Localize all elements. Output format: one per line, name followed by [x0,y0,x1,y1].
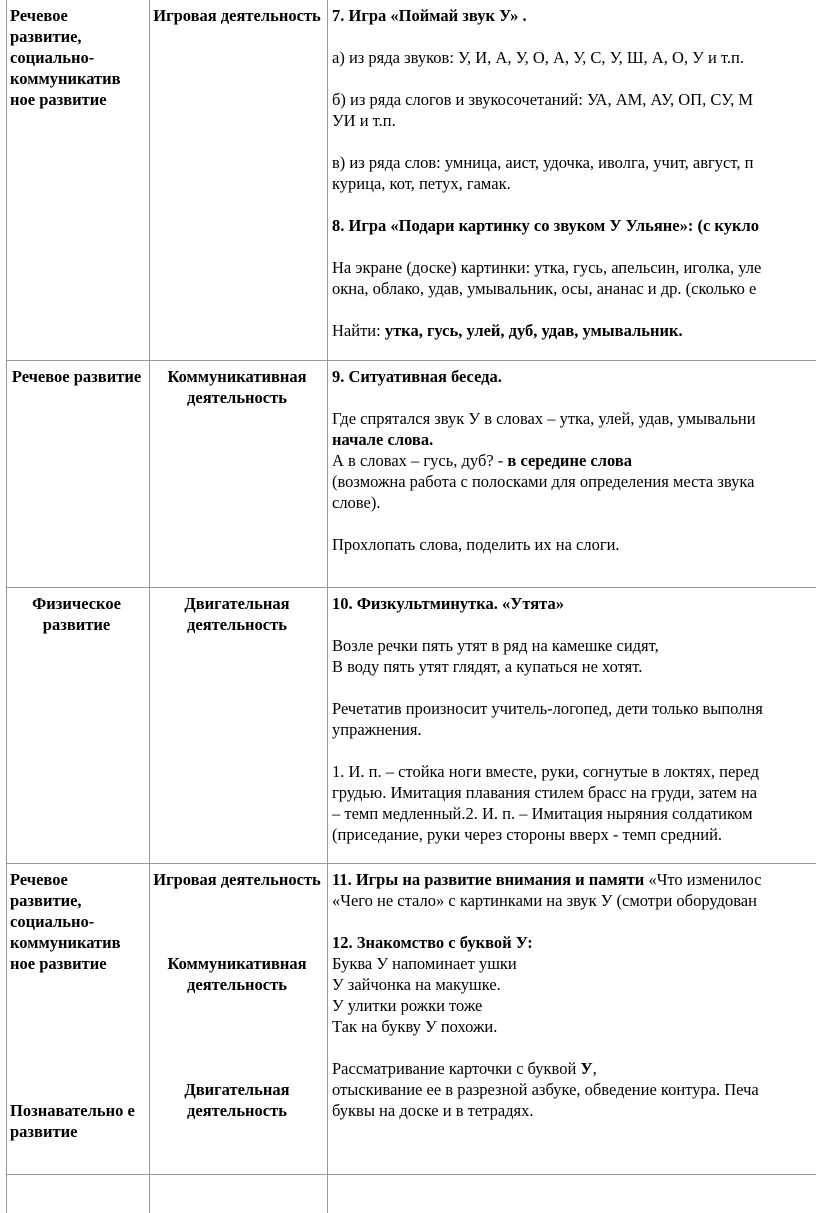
poem-line: Буква У напоминает ушки [332,954,517,973]
table-row [7,588,816,864]
text-line: упражнения. [332,720,422,739]
poem-line: У зайчонка на макушке. [332,975,501,994]
table-row [7,361,816,588]
text-line: Где спрятался звук У в словах – утка, улей, удав, умывальни [332,409,756,428]
lesson-plan-table [6,0,816,1213]
content-cell [328,864,816,1175]
area-cell [7,864,150,1175]
poem-line: У улитки рожки тоже [332,996,483,1015]
activity-text: Коммуникативная деятельность [167,367,307,407]
table-row-empty [7,1175,816,1213]
activity-text-2: Коммуникативная деятельность [167,954,307,994]
table-row [7,0,816,361]
section-heading: 10. Физкультминутка. «Утята» [332,594,564,613]
section-heading: 9. Ситуативная беседа. [332,367,502,386]
text-line: (возможна работа с полосками для определения места звука [332,472,755,491]
section-heading: 12. Знакомство с буквой У: [332,933,533,952]
text-line: а) из ряда звуков: У, И, А, У, О, А, У, С, У, Ш, А, О, У и т.п. [332,48,744,67]
text-line [332,1058,816,1079]
activity-cell [150,0,328,361]
content-cell [328,361,816,588]
text-line: окна, облако, удав, умывальник, осы, ананас и др. (сколько е [332,279,757,298]
text-span-bold: в середине слова [507,451,632,470]
section-heading: 8. Игра «Подари картинку со звуком У Ульяне»: (с кукло [332,216,759,235]
text-line: Возле речки пять утят в ряд на камешке сидят, [332,636,659,655]
empty-cell [7,1175,150,1213]
text-span: Рассматривание карточки с буквой [332,1059,581,1078]
activity-text: Игровая деятельность [153,870,321,889]
text-line [332,450,816,471]
area-text-2: Познавательно е развитие [10,1101,135,1141]
section-heading: 7. Игра «Поймай звук У» . [332,6,527,25]
text-line [332,320,816,341]
text-line: – темп медленный.2. И. п. – Имитация ныряния солдатиком [332,804,753,823]
text-line: начале слова. [332,430,434,449]
poem-line: Так на букву У похожи. [332,1017,498,1036]
section-heading: 11. Игры на развитие внимания и памяти [332,870,649,889]
area-text: Речевое развитие, социально-коммуникатив ное развитие [10,870,121,973]
text-span: А в словах – гусь, дуб? - [332,451,508,470]
text-line: б) из ряда слогов и звукосочетаний: УА, АМ, АУ, ОП, СУ, М [332,90,754,109]
empty-cell [328,1175,816,1213]
table-row [7,864,816,1175]
content-cell [328,588,816,864]
text-line: Прохлопать слова, поделить их на слоги. [332,535,620,554]
text-line: курица, кот, петух, гамак. [332,174,511,193]
text-line: Речетатив произносит учитель-логопед, дети только выполня [332,699,763,718]
text-line: слове). [332,493,381,512]
text-line: отыскивание ее в разрезной азбуке, обведение контура. Печа [332,1080,759,1099]
text-line: в) из ряда слов: умница, аист, удочка, иволга, учит, август, п [332,153,754,172]
text-line: УИ и т.п. [332,111,396,130]
area-text: Речевое развитие, социально-коммуникатив ное развитие [10,6,121,109]
activity-cell [150,588,328,864]
text-line: В воду пять утят глядят, а купаться не хотят. [332,657,643,676]
text-line: «Чего не стало» с картинками на звук У (смотри оборудован [332,891,757,910]
text-line: На экране (доске) картинки: утка, гусь, апельсин, иголка, уле [332,258,762,277]
find-label: Найти: [332,321,385,340]
text-line: буквы на доске и в тетрадях. [332,1101,534,1120]
empty-cell [150,1175,328,1213]
text-span: «Что изменилос [648,870,762,889]
activity-text: Двигательная деятельность [184,594,290,634]
area-cell [7,361,150,588]
activity-cell [150,361,328,588]
text-line: грудью. Имитация плавания стилем брасс на груди, затем на [332,783,758,802]
area-cell [7,0,150,361]
text-line: (приседание, руки через стороны вверх - темп средний. [332,825,723,844]
activity-text: Игровая деятельность [153,6,321,25]
text-span: , [592,1059,597,1078]
area-text: Физическое развитие [32,594,121,634]
area-cell [7,588,150,864]
activity-cell [150,864,328,1175]
text-line [332,869,816,890]
letter-u: У [580,1059,593,1078]
text-line: 1. И. п. – стойка ноги вместе, руки, согнутые в локтях, перед [332,762,760,781]
find-words: утка, гусь, улей, дуб, удав, умывальник. [384,321,683,340]
activity-text-3: Двигательная деятельность [184,1080,290,1120]
content-cell [328,0,816,361]
area-text: Речевое развитие [11,367,142,386]
